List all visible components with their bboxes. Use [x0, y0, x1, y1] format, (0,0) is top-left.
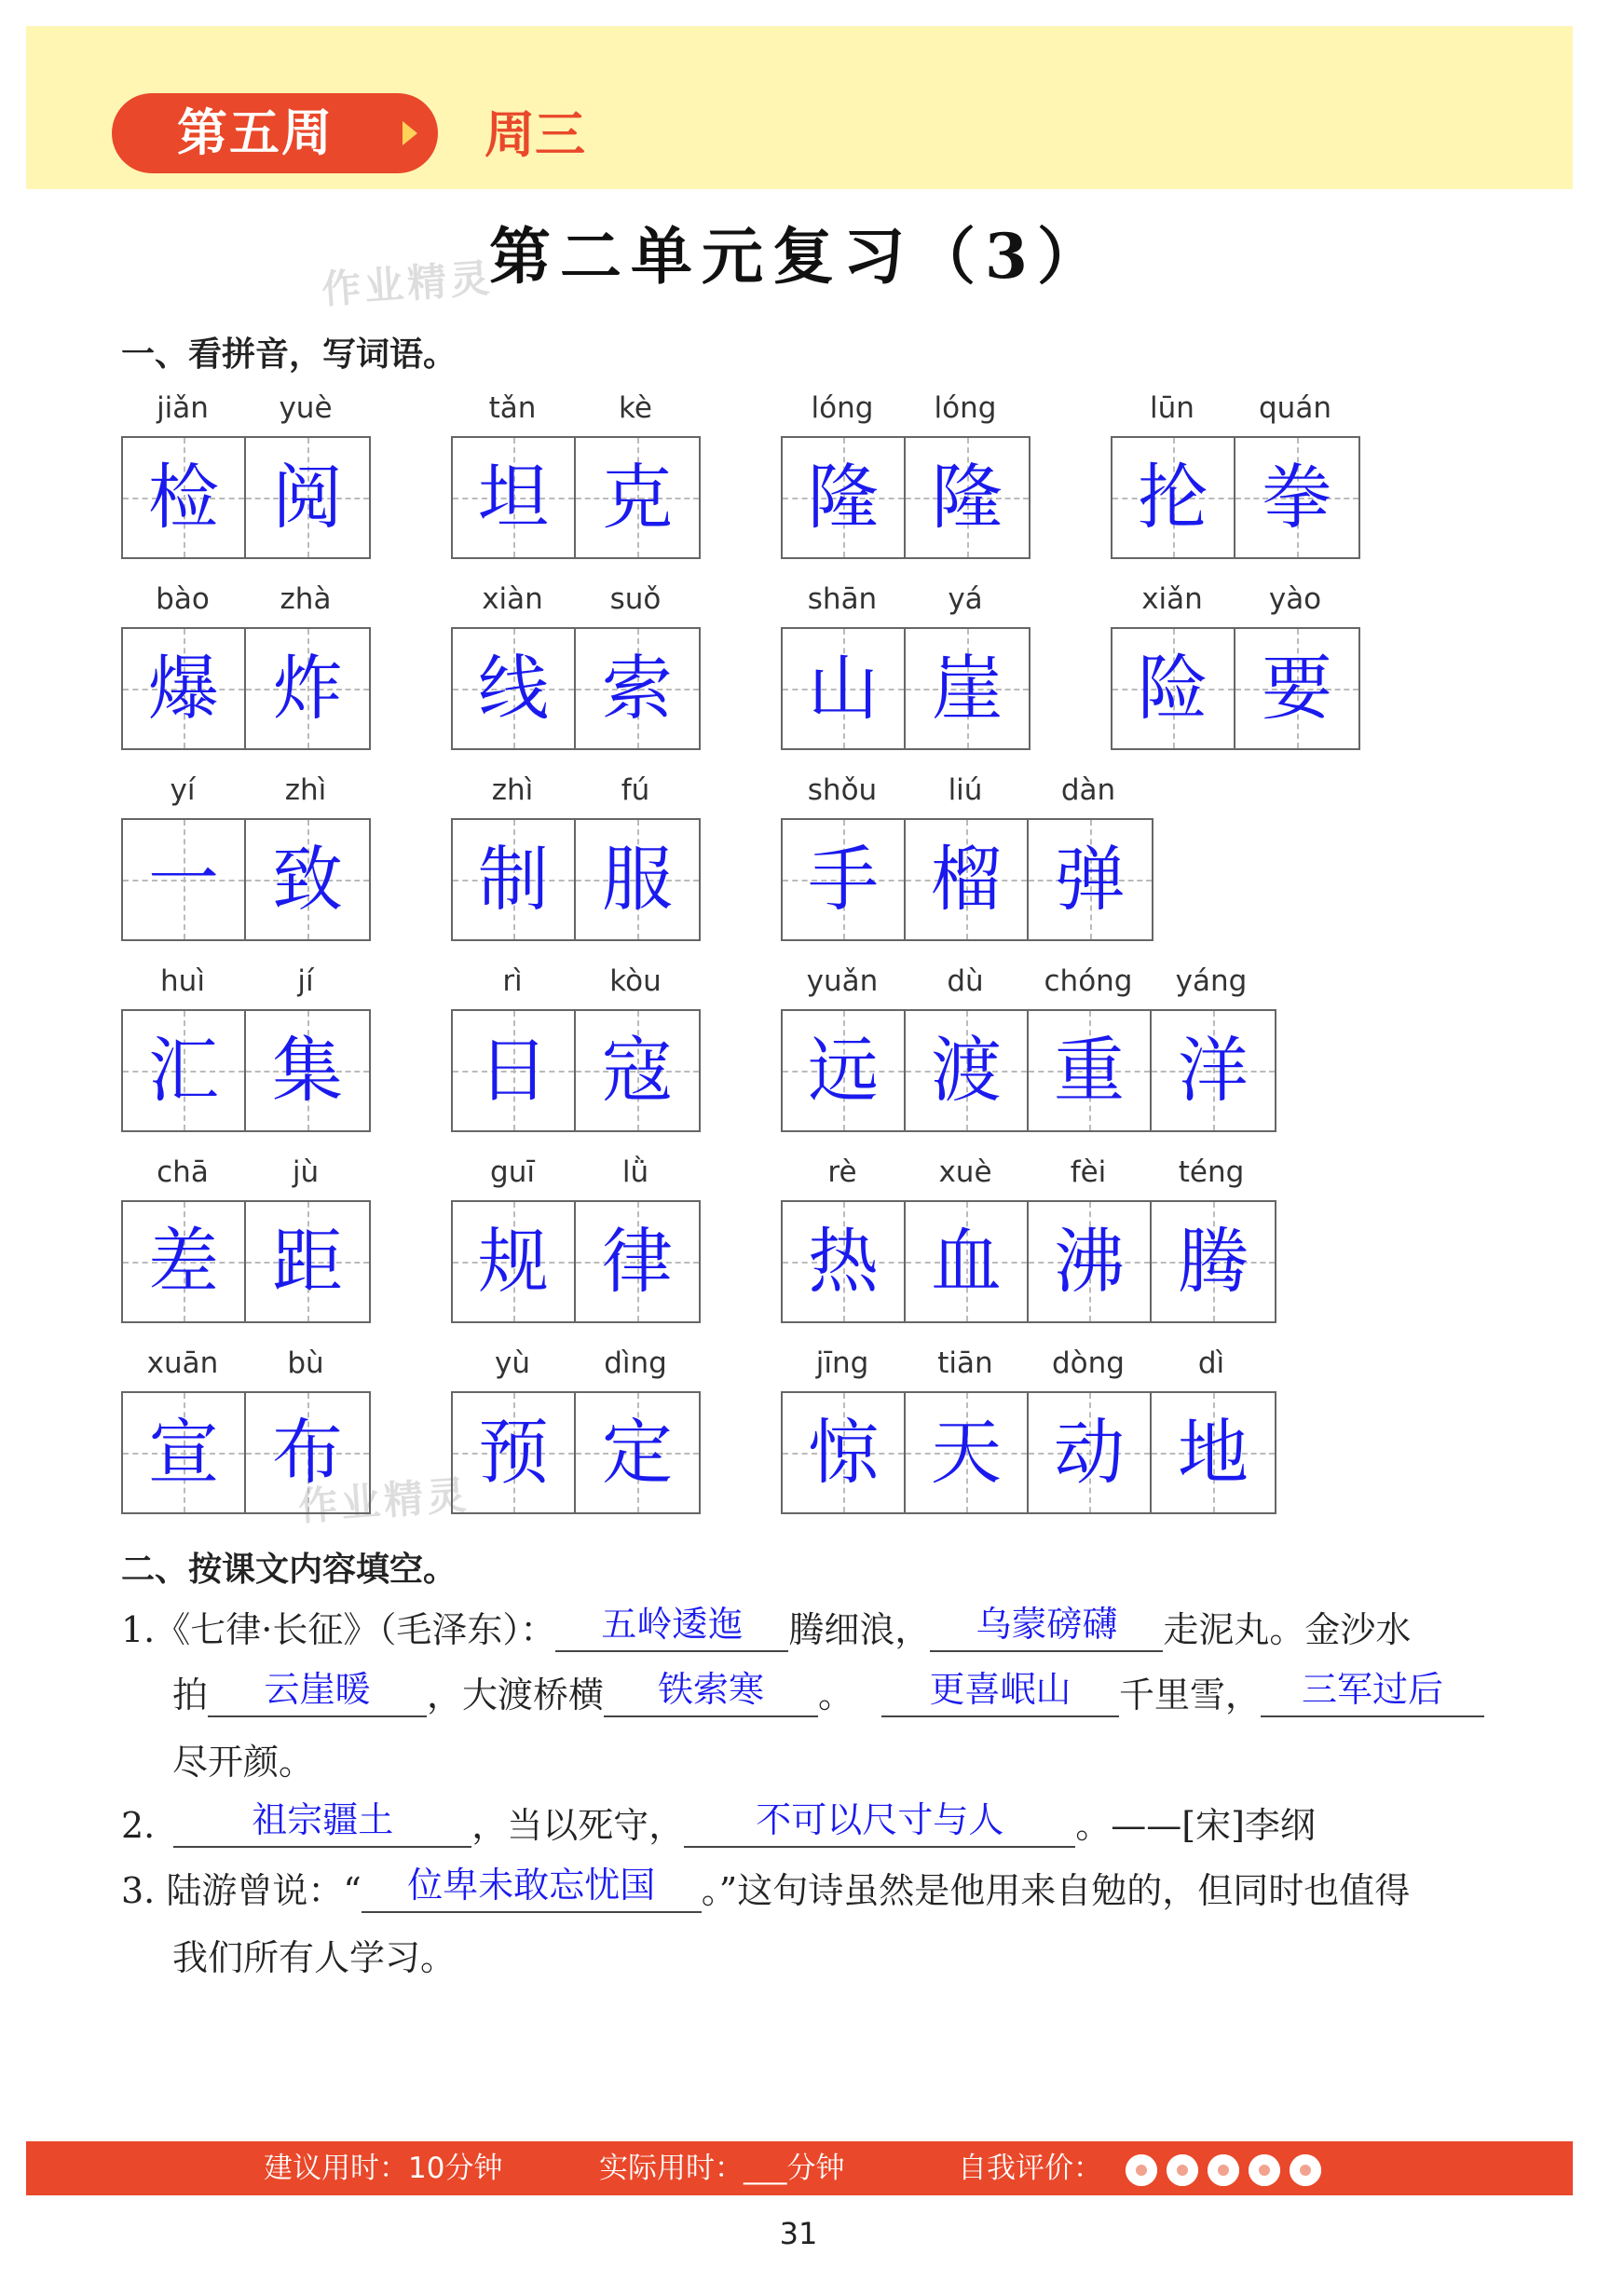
q1-blank-5: 更喜岷山 [881, 1671, 1119, 1717]
pinyin-label: shǒu [807, 773, 878, 807]
character-box [1235, 629, 1358, 748]
character-boxes [121, 1200, 371, 1323]
character-boxes [451, 436, 701, 559]
q2-blank-1: 祖宗疆土 [173, 1801, 471, 1848]
character-boxes [781, 1200, 1276, 1323]
pinyin-label: fèi [1070, 1155, 1107, 1189]
pinyin-label: dàn [1060, 773, 1116, 807]
character-box [576, 1393, 699, 1512]
handwritten-character: 布 [272, 1411, 343, 1494]
character-box [906, 438, 1029, 557]
character-box [1029, 1202, 1152, 1321]
character-box [453, 820, 576, 939]
handwritten-character: 距 [272, 1220, 343, 1303]
handwritten-character: 预 [478, 1411, 549, 1494]
pinyin-label: fú [621, 773, 650, 807]
pinyin-label: suǒ [609, 582, 662, 616]
handwritten-character: 索 [602, 647, 673, 730]
handwritten-character: 抡 [1138, 456, 1208, 539]
pinyin-label: téng [1178, 1155, 1245, 1189]
handwritten-character: 惊 [808, 1411, 879, 1494]
watermark: 作业精灵 [320, 254, 495, 313]
character-box [123, 1011, 246, 1130]
pinyin-label: lūn [1150, 391, 1194, 425]
handwritten-character: 地 [1178, 1411, 1249, 1494]
pinyin-label: quán [1259, 391, 1331, 425]
page-title: 第二单元复习（3） [489, 220, 1108, 293]
q1-blank-1: 五岭逶迤 [555, 1606, 788, 1652]
character-box [246, 629, 369, 748]
character-boxes [781, 1391, 1276, 1514]
character-box [576, 820, 699, 939]
handwritten-character: 服 [602, 838, 673, 921]
character-box [123, 1202, 246, 1321]
character-box [123, 1393, 246, 1512]
character-box [576, 438, 699, 557]
handwritten-character: 险 [1138, 647, 1208, 730]
pinyin-label: shān [807, 582, 878, 616]
character-boxes [781, 1009, 1276, 1132]
character-box [123, 820, 246, 939]
handwritten-character: 炸 [272, 647, 343, 730]
q1-blank-2: 乌蒙磅礴 [930, 1606, 1163, 1652]
character-box [246, 1011, 369, 1130]
rating-flowers [1126, 2141, 1331, 2195]
character-box [453, 1011, 576, 1130]
character-box [1029, 1011, 1152, 1130]
q3-line1: 3. 陆游曾说：“ 位卑未敢忘忧国 。”这句诗虽然是他用来自勉的，但同时也值得 [121, 1865, 1411, 1911]
handwritten-character: 腾 [1178, 1220, 1249, 1303]
pinyin-label: dìng [604, 1346, 667, 1380]
pinyin-label: chā [157, 1155, 209, 1189]
flower-icon [1290, 2154, 1321, 2186]
q2-line: 2. 祖宗疆土 ，当以死守， 不可以尺寸与人 。——[宋]李纲 [121, 1799, 1316, 1846]
handwritten-character: 致 [272, 838, 343, 921]
handwritten-character: 阅 [272, 456, 343, 539]
q1-blank-4: 铁索寒 [604, 1671, 818, 1717]
handwritten-character: 天 [931, 1411, 1002, 1494]
self-evaluation-label: 自我评价： [958, 2152, 1102, 2185]
pinyin-label: dòng [1052, 1346, 1125, 1380]
flower-icon [1167, 2154, 1198, 2186]
character-boxes [121, 1009, 371, 1132]
character-boxes [451, 818, 701, 941]
handwritten-character: 山 [808, 647, 879, 730]
handwritten-character: 血 [931, 1220, 1002, 1303]
character-boxes [451, 1200, 701, 1323]
character-box [783, 1011, 906, 1130]
character-box [453, 629, 576, 748]
pinyin-label: xuān [146, 1346, 219, 1380]
pinyin-label: jīng [815, 1346, 869, 1380]
character-box [783, 1202, 906, 1321]
q2-blank-2: 不可以尺寸与人 [684, 1801, 1075, 1848]
handwritten-character: 坦 [478, 456, 549, 539]
handwritten-character: 集 [272, 1029, 343, 1112]
handwritten-character: 制 [478, 838, 549, 921]
handwritten-character: 日 [478, 1029, 549, 1112]
pinyin-label: lóng [934, 391, 997, 425]
pinyin-label: huì [160, 964, 205, 998]
character-box [783, 1393, 906, 1512]
pinyin-label: lóng [811, 391, 874, 425]
character-box [906, 1202, 1029, 1321]
pinyin-label: jù [292, 1155, 320, 1189]
pinyin-label: jiǎn [157, 391, 209, 425]
handwritten-character: 崖 [932, 647, 1003, 730]
pinyin-label: bào [156, 582, 210, 616]
character-box [1152, 1393, 1275, 1512]
week-badge [112, 93, 438, 173]
character-box [576, 1011, 699, 1130]
character-boxes [781, 818, 1153, 941]
week-label: 第五周 [177, 103, 334, 162]
character-boxes [1111, 627, 1360, 750]
pinyin-label: rì [502, 964, 523, 998]
suggested-time: 建议用时：10分钟 [264, 2152, 503, 2185]
character-boxes [121, 627, 371, 750]
character-box [783, 820, 906, 939]
flower-icon [1126, 2154, 1157, 2186]
handwritten-character: 手 [808, 838, 879, 921]
page-number: 31 [779, 2216, 818, 2251]
character-box [1029, 820, 1152, 939]
pinyin-label: yuǎn [806, 964, 879, 998]
handwritten-character: 规 [478, 1220, 549, 1303]
character-box [123, 438, 246, 557]
character-box [246, 1393, 369, 1512]
character-box [906, 1011, 1029, 1130]
character-box [1112, 438, 1235, 557]
pinyin-label: yá [948, 582, 983, 616]
character-box [1152, 1011, 1275, 1130]
q1-line2: 拍 云崖暖 ，大渡桥横 铁索寒 。 更喜岷山 千里雪， 三军过后 [172, 1666, 1484, 1717]
q1-line1: 1.《七律·长征》（毛泽东）： 五岭逶迤 腾细浪， 乌蒙磅礴 走泥丸。金沙水 [121, 1604, 1412, 1650]
pinyin-label: chóng [1044, 964, 1133, 998]
character-box [453, 438, 576, 557]
actual-time: 实际用时：___分钟 [599, 2152, 845, 2185]
pinyin-label: rè [827, 1155, 857, 1189]
watermark: 作业精灵 [296, 1471, 471, 1530]
handwritten-character: 检 [148, 456, 219, 539]
handwritten-character: 重 [1054, 1029, 1125, 1112]
character-box [783, 629, 906, 748]
handwritten-character: 要 [1262, 647, 1332, 730]
pinyin-label: zhà [280, 582, 332, 616]
handwritten-character: 爆 [148, 647, 219, 730]
character-box [246, 1202, 369, 1321]
character-box [1235, 438, 1358, 557]
character-boxes [1111, 436, 1360, 559]
pinyin-label: zhì [284, 773, 327, 807]
character-box [1029, 1393, 1152, 1512]
handwritten-character: 克 [602, 456, 673, 539]
character-boxes [451, 1391, 701, 1514]
handwritten-character: 渡 [931, 1029, 1002, 1112]
triangle-arrow-icon [403, 121, 417, 145]
handwritten-character: 汇 [148, 1029, 219, 1112]
pinyin-label: lǜ [621, 1155, 649, 1189]
q1-blank-3: 云崖暖 [208, 1671, 427, 1717]
section-title-fill-blanks: 二、按课文内容填空。 [121, 1551, 457, 1589]
handwritten-character: 一 [148, 838, 219, 921]
pinyin-label: xuè [938, 1155, 992, 1189]
character-box [1112, 629, 1235, 748]
q3-line2: 我们所有人学习。 [172, 1937, 457, 1978]
character-box [246, 438, 369, 557]
character-box [906, 1393, 1029, 1512]
pinyin-label: kòu [609, 964, 662, 998]
section-title-pinyin: 一、看拼音，写词语。 [121, 335, 457, 374]
pinyin-label: dù [947, 964, 984, 998]
handwritten-character: 线 [478, 647, 549, 730]
character-box [576, 1202, 699, 1321]
flower-icon [1208, 2154, 1239, 2186]
pinyin-label: kè [619, 391, 652, 425]
pinyin-label: bù [287, 1346, 324, 1380]
character-box [123, 629, 246, 748]
pinyin-label: guī [490, 1155, 535, 1189]
character-boxes [781, 627, 1031, 750]
pinyin-label: yào [1268, 582, 1322, 616]
pinyin-label: yí [170, 773, 196, 807]
handwritten-character: 隆 [808, 456, 879, 539]
handwritten-character: 动 [1054, 1411, 1125, 1494]
handwritten-character: 隆 [932, 456, 1003, 539]
handwritten-character: 远 [808, 1029, 879, 1112]
pinyin-label: xiǎn [1141, 582, 1203, 616]
character-boxes [451, 627, 701, 750]
handwritten-character: 热 [808, 1220, 879, 1303]
character-box [246, 820, 369, 939]
character-boxes [451, 1009, 701, 1132]
handwritten-character: 沸 [1054, 1220, 1125, 1303]
character-box [453, 1393, 576, 1512]
handwritten-character: 榴 [931, 838, 1002, 921]
character-boxes [121, 818, 371, 941]
day-label: 周三 [485, 105, 585, 164]
handwritten-character: 弹 [1055, 838, 1126, 921]
handwritten-character: 拳 [1262, 456, 1332, 539]
character-box [1152, 1202, 1275, 1321]
footer-bar [26, 2141, 1573, 2195]
handwritten-character: 定 [602, 1411, 673, 1494]
handwritten-character: 洋 [1178, 1029, 1249, 1112]
q1-line3: 尽开颜。 [172, 1742, 315, 1783]
handwritten-character: 差 [148, 1220, 219, 1303]
character-box [576, 629, 699, 748]
character-boxes [121, 1391, 371, 1514]
pinyin-label: liú [948, 773, 983, 807]
handwritten-character: 律 [602, 1220, 673, 1303]
character-box [783, 438, 906, 557]
q3-blank-1: 位卑未敢忘忧国 [362, 1866, 702, 1913]
character-box [453, 1202, 576, 1321]
pinyin-label: zhì [491, 773, 534, 807]
character-box [906, 629, 1029, 748]
pinyin-label: tiān [937, 1346, 993, 1380]
pinyin-label: yù [495, 1346, 530, 1380]
q1-blank-6: 三军过后 [1261, 1671, 1484, 1717]
character-box [906, 820, 1029, 939]
pinyin-label: xiàn [482, 582, 543, 616]
character-boxes [781, 436, 1031, 559]
pinyin-label: yuè [279, 391, 333, 425]
handwritten-character: 寇 [602, 1029, 673, 1112]
pinyin-label: dì [1197, 1346, 1225, 1380]
pinyin-label: jí [297, 964, 314, 998]
flower-icon [1249, 2154, 1280, 2186]
pinyin-label: tǎn [488, 391, 537, 425]
pinyin-label: yáng [1175, 964, 1248, 998]
character-boxes [121, 436, 371, 559]
handwritten-character: 宣 [148, 1411, 219, 1494]
